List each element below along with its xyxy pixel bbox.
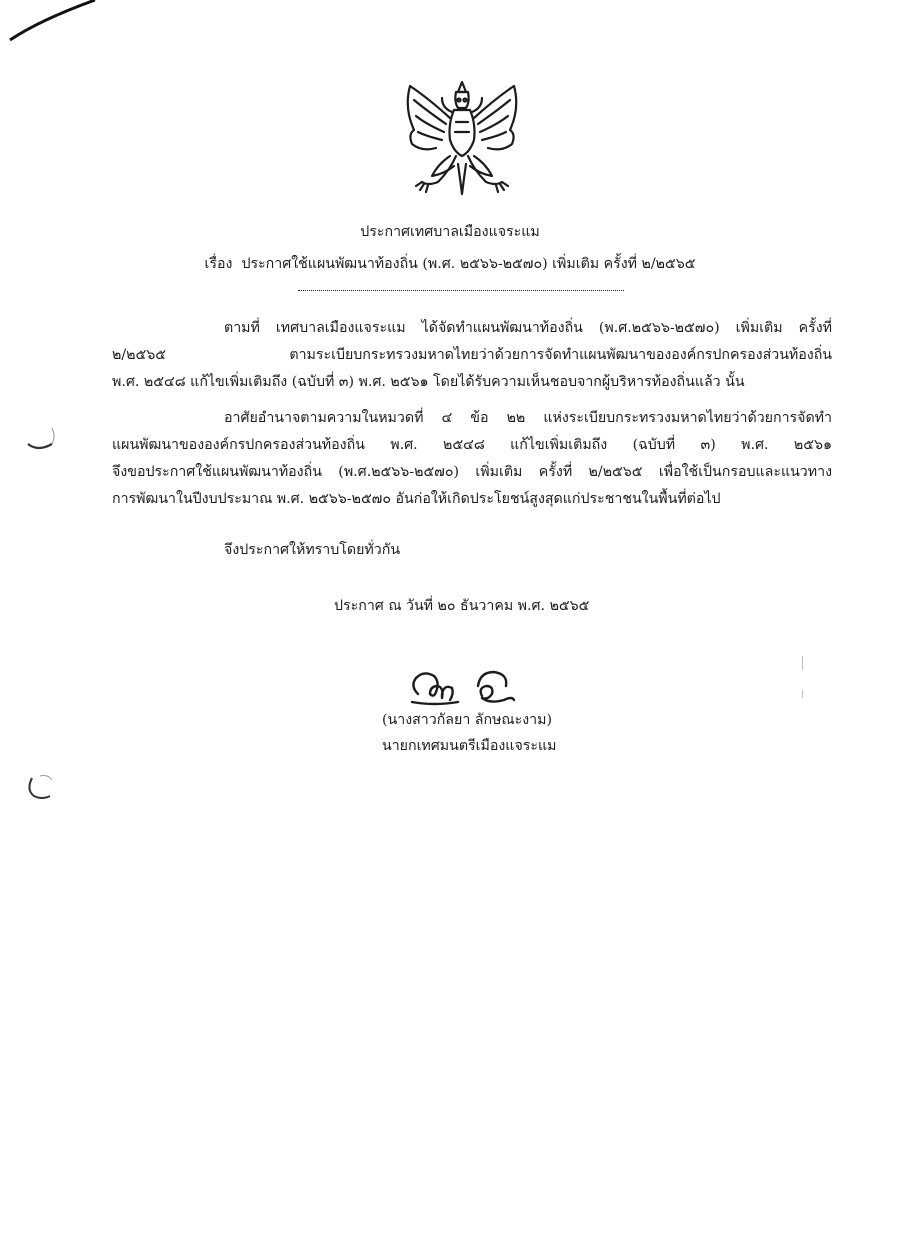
paragraph2-line3: จึงขอประกาศใช้แผนพัฒนาท้องถิ่น (พ.ศ.๒๕๖๖-๒๕๗๐) เพิ่มเติม ครั้งที่ ๒/๒๕๖๕ เพื่อใช้เป็นกรอบและแนวทาง [112,464,832,480]
signatory-title: นายกเทศมนตรีเมืองแจระแม [382,738,557,754]
scan-dust-mark [802,656,803,670]
handwritten-signature-icon [404,664,524,710]
closing-statement: จึงประกาศให้ทราบโดยทั่วกัน [224,542,401,558]
scan-dust-mark [802,690,803,698]
paragraph1-line1: ตามที่ เทศบาลเมืองแจระแม ได้จัดทำแผนพัฒนาท้องถิ่น (พ.ศ.๒๕๖๖-๒๕๗๐) เพิ่มเติม ครั้งที่ [224,320,832,336]
separator-dots [298,290,624,291]
subject-line [0,254,900,274]
issuer-heading: ประกาศเทศบาลเมืองแจระแม [360,224,540,240]
paragraph2-line2: แผนพัฒนาขององค์กรปกครองส่วนท้องถิ่น พ.ศ. ๒๕๔๘ แก้ไขเพิ่มเติมถึง (ฉบับที่ ๓) พ.ศ. ๒๕๖๑ [112,437,832,453]
punch-hole-top [22,418,62,458]
punch-hole-bottom [24,772,64,806]
scan-edge-mark [0,0,110,50]
subject-label: เรื่อง [204,256,233,272]
paragraph1-line3: พ.ศ. ๒๕๔๘ แก้ไขเพิ่มเติมถึง (ฉบับที่ ๓) พ.ศ. ๒๕๖๑ โดยได้รับความเห็นชอบจากผู้บริหารท้องถิ่นแล้ว นั้น [112,374,745,390]
subject-text: ประกาศใช้แผนพัฒนาท้องถิ่น (พ.ศ. ๒๕๖๖-๒๕๗๐) เพิ่มเติม ครั้งที่ ๒/๒๕๖๕ [241,256,696,272]
paragraph2-line1: อาศัยอำนาจตามความในหมวดที่ ๔ ข้อ ๒๒ แห่งระเบียบกระทรวงมหาดไทยว่าด้วยการจัดทำ [224,410,832,426]
signatory-name: (นางสาวกัลยา ลักษณะงาม) [382,712,552,728]
paragraph2-line4: การพัฒนาในปีงบประมาณ พ.ศ. ๒๕๖๖-๒๕๗๐ อันก่อให้เกิดประโยชน์สูงสุดแก่ประชาชนในพื้นที่ต่อไป [112,491,721,507]
announcement-date: ประกาศ ณ วันที่ ๒๐ ธันวาคม พ.ศ. ๒๕๖๕ [334,598,590,614]
paragraph1-line2: ๒/๒๕๖๕ ตามระเบียบกระทรวงมหาดไทยว่าด้วยการจัดทำแผนพัฒนาขององค์กรปกครองส่วนท้องถิ่น [112,347,832,363]
garuda-emblem-icon [398,78,526,202]
